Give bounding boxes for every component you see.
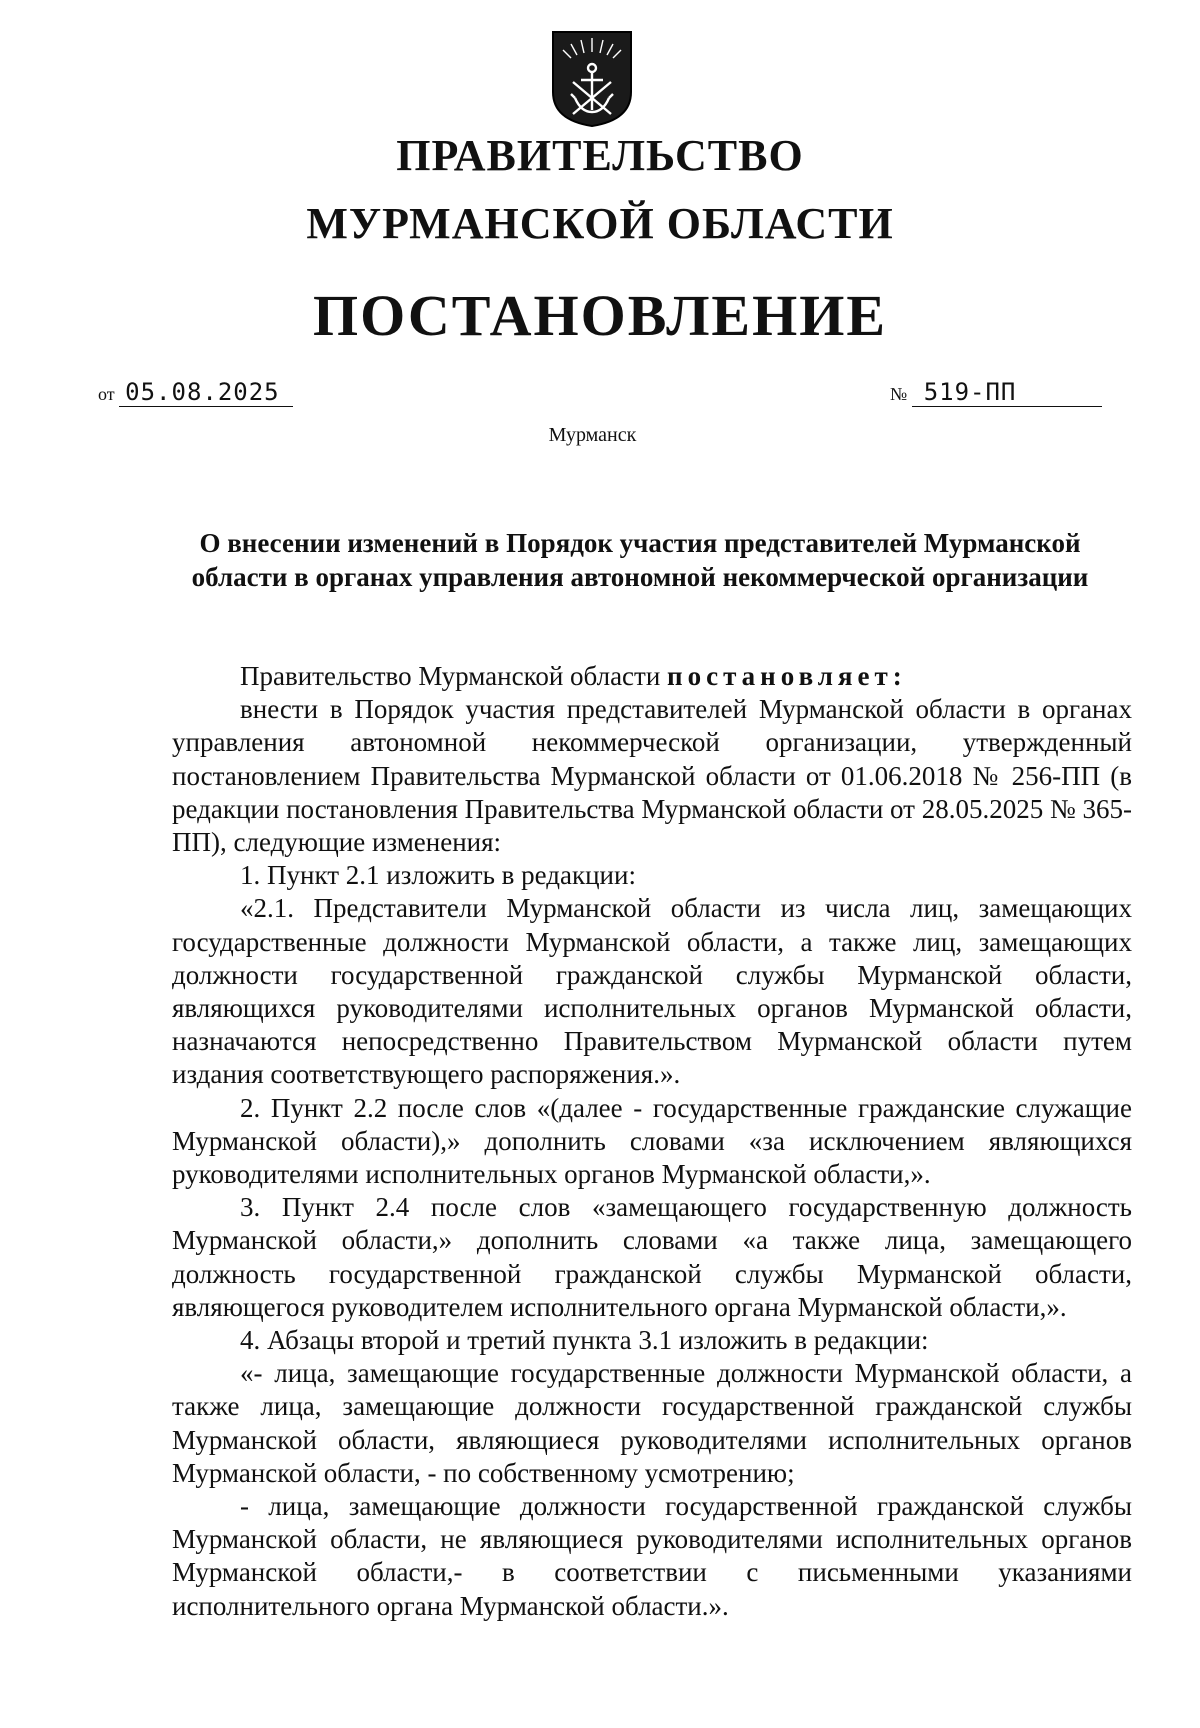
- body-paragraph-8: - лица, замещающие должности государственной гражданской службы Мурманской области, не являющиеся руководителями исполнительных органов Мурманской области,- в соответствии с письменными указаниями исполнительного органа Мурманской области.».: [172, 1491, 1132, 1621]
- document-number-row: [890, 378, 1102, 407]
- document-date-row: [98, 378, 293, 407]
- body-paragraph-2: 1. Пункт 2.1 изложить в редакции:: [240, 860, 636, 891]
- body-paragraph-6: 4. Абзацы второй и третий пункта 3.1 изложить в редакции:: [240, 1325, 929, 1356]
- city-name: Мурманск: [548, 424, 637, 446]
- intro-paragraph: [172, 660, 1132, 693]
- title-line2: области в органах управления автономной некоммерческой организации: [191, 562, 1089, 592]
- body-paragraph-1: внести в Порядок участия представителей Мурманской области в органах управления автономной некоммерческой организации, утвержденный постановлением Правительства Мурманской области от 01.06.2018 № 256-ПП (в редакции постановления Правительства Мурманской области от 28.05.2025 № 365-ПП), следующие изменения:: [172, 694, 1132, 858]
- body-paragraph-7: «- лица, замещающие государственные должности Мурманской области, а также лица, замещающие должности государственной гражданской службы Мурманской области, являющиеся руководителями исполнительных органов Мурманской области, - по собственному усмотрению;: [172, 1358, 1132, 1488]
- body-paragraph-3: «2.1. Представители Мурманской области из числа лиц, замещающих государственные должности Мурманской области, а также лиц, замещающих должности государственной гражданской службы Мурманской области, являющихся руководителями исполнительных органов Мурманской области, назначаются непосредственно Правительством Мурманской области путем издания соответствующего распоряжения.».: [172, 893, 1132, 1090]
- document-type-heading: ПОСТАНОВЛЕНИЕ: [312, 283, 888, 348]
- coat-of-arms-emblem: [551, 30, 633, 128]
- intro-verb: постановляет:: [667, 661, 907, 691]
- body-paragraph-5: 3. Пункт 2.4 после слов «замещающего государственную должность Мурманской области,» дополнить словами «а также лица, замещающего должность государственной гражданской службы Мурманской области, являющегося руководителем исполнительного органа Мурманской области,».: [172, 1192, 1132, 1322]
- document-body: [172, 660, 1132, 1623]
- intro-subject: Правительство Мурманской области: [240, 661, 661, 691]
- document-title: [160, 526, 1120, 594]
- title-line1: О внесении изменений в Порядок участия представителей Мурманской: [199, 528, 1081, 558]
- document-date: 05.08.2025: [119, 378, 293, 407]
- date-prefix: от: [98, 384, 115, 404]
- number-prefix: №: [890, 384, 908, 404]
- organization-name-line1: ПРАВИТЕЛЬСТВО: [396, 131, 804, 180]
- document-number: 519-ПП: [912, 378, 1102, 407]
- organization-name-line2: МУРМАНСКОЙ ОБЛАСТИ: [306, 199, 894, 248]
- body-paragraph-4: 2. Пункт 2.2 после слов «(далее - государственные гражданские служащие Мурманской области),» дополнить словами «за исключением являющихся руководителями исполнительных органов Мурманской области,».: [172, 1092, 1132, 1190]
